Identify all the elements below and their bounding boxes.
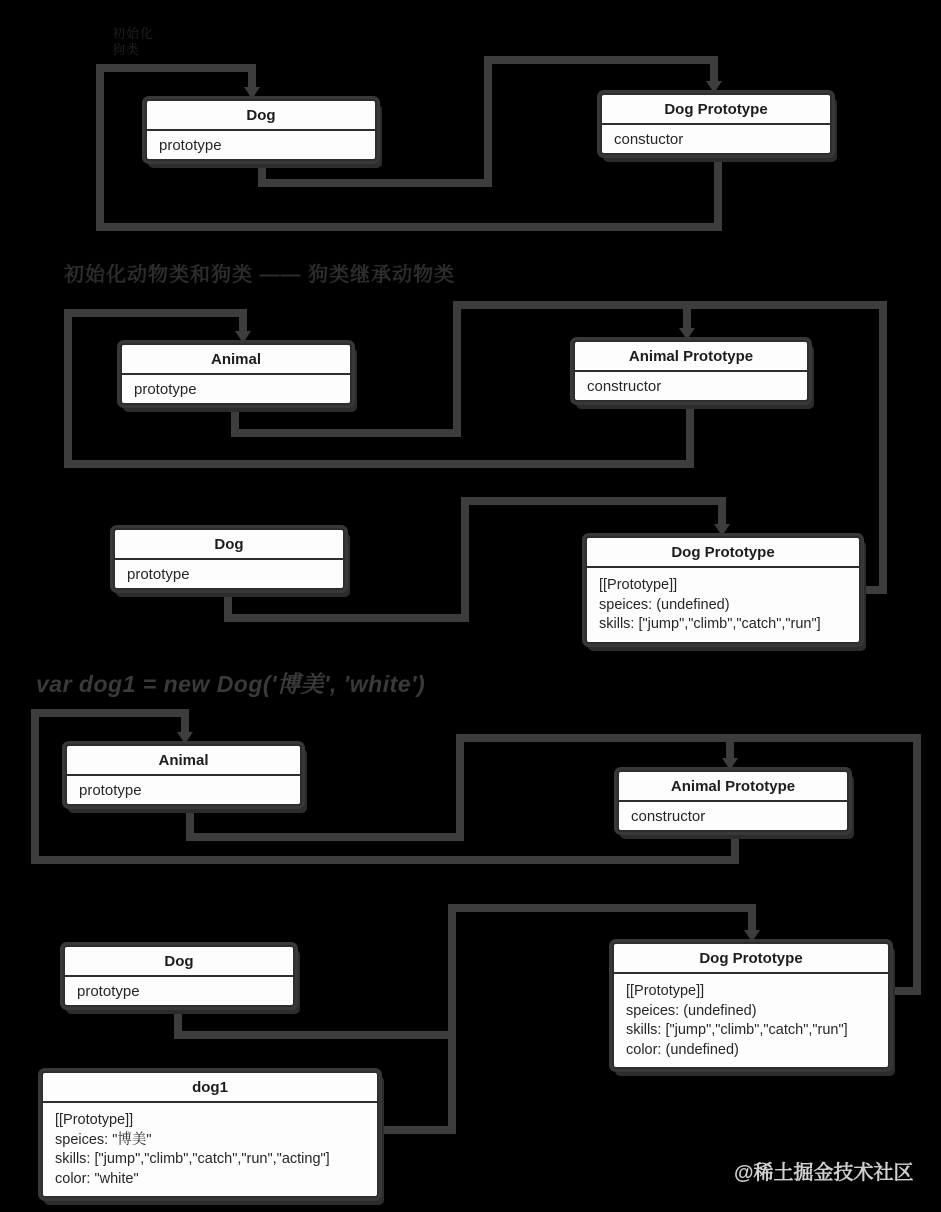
- entity-field-species: speices: (undefined): [626, 1002, 757, 1019]
- entity-field-prototype: prototype: [159, 137, 222, 154]
- entity-box-dog-s2: [113, 528, 345, 590]
- entity-field-skills: skills: ["jump","climb","catch","run"]: [599, 616, 821, 632]
- entity-title: Dog: [147, 101, 375, 131]
- entity-field-prototype: prototype: [77, 983, 140, 1000]
- entity-box-dog1-instance: [41, 1071, 379, 1198]
- entity-field-prototype: prototype: [134, 381, 197, 398]
- entity-body: [614, 974, 888, 1067]
- arrowhead-icon: [244, 87, 260, 99]
- entity-title: Dog Prototype: [614, 944, 888, 974]
- entity-box-animal-prototype-s2: [573, 340, 809, 402]
- entity-box-dog-s1: [145, 99, 377, 161]
- entity-title: Dog: [65, 947, 293, 977]
- entity-title: Animal Prototype: [575, 342, 807, 372]
- entity-box-animal-s3: [65, 744, 302, 806]
- entity-body: [43, 1103, 377, 1196]
- entity-box-animal-prototype-s3: [617, 770, 849, 832]
- entity-field-skills: skills: ["jump","climb","catch","run","acting"]: [55, 1151, 330, 1167]
- entity-box-dog-s3: [63, 945, 295, 1007]
- entity-field-species: speices: (undefined): [599, 596, 730, 613]
- entity-field-internal-prototype: [[Prototype]]: [626, 983, 705, 999]
- entity-field-color: color: "white": [55, 1170, 139, 1187]
- entity-field-prototype: prototype: [127, 566, 190, 583]
- arrowhead-icon: [177, 732, 193, 744]
- entity-title: Dog: [115, 530, 343, 560]
- connector-dog1-proto-chain: [373, 1038, 452, 1130]
- juejin-watermark: @稀土掘金技术社区: [734, 1162, 914, 1184]
- entity-field-internal-prototype: [[Prototype]]: [55, 1112, 134, 1128]
- entity-title: Animal Prototype: [619, 772, 847, 802]
- section3-caption: var dog1 = new Dog('博美', 'white'): [36, 671, 426, 697]
- entity-title: Animal: [67, 746, 300, 776]
- entity-body: [587, 568, 859, 642]
- entity-field-internal-prototype: [[Prototype]]: [599, 577, 678, 593]
- entity-field-constructor: constuctor: [614, 131, 684, 148]
- entity-title: Animal: [122, 345, 350, 375]
- entity-field-skills: skills: ["jump","climb","catch","run"]: [626, 1022, 848, 1038]
- arrowhead-icon: [235, 331, 251, 343]
- entity-field-prototype: prototype: [79, 782, 142, 799]
- arrowhead-icon: [744, 930, 760, 942]
- entity-box-dog-prototype-s3: [612, 942, 890, 1069]
- entity-box-animal-s2: [120, 343, 352, 405]
- arrowhead-icon: [714, 524, 730, 536]
- entity-field-constructor: constructor: [631, 808, 706, 825]
- entity-title: Dog Prototype: [602, 95, 830, 125]
- entity-title: dog1: [43, 1073, 377, 1103]
- entity-field-constructor: constructor: [587, 378, 662, 395]
- entity-field-species: speices: "博美": [55, 1131, 152, 1148]
- arrowhead-icon: [679, 328, 695, 340]
- arrowhead-icon: [706, 81, 722, 93]
- section1-caption: [112, 26, 154, 58]
- entity-box-dog-prototype-s1: [600, 93, 832, 155]
- section1-caption-line2: 狗类: [112, 42, 141, 57]
- section2-caption: 初始化动物类和狗类 —— 狗类继承动物类: [64, 264, 456, 286]
- entity-field-color: color: (undefined): [626, 1041, 739, 1058]
- arrowhead-icon: [722, 758, 738, 770]
- section1-caption-line1: 初始化: [112, 26, 155, 41]
- entity-title: Dog Prototype: [587, 538, 859, 568]
- entity-box-dog-prototype-s2: [585, 536, 861, 644]
